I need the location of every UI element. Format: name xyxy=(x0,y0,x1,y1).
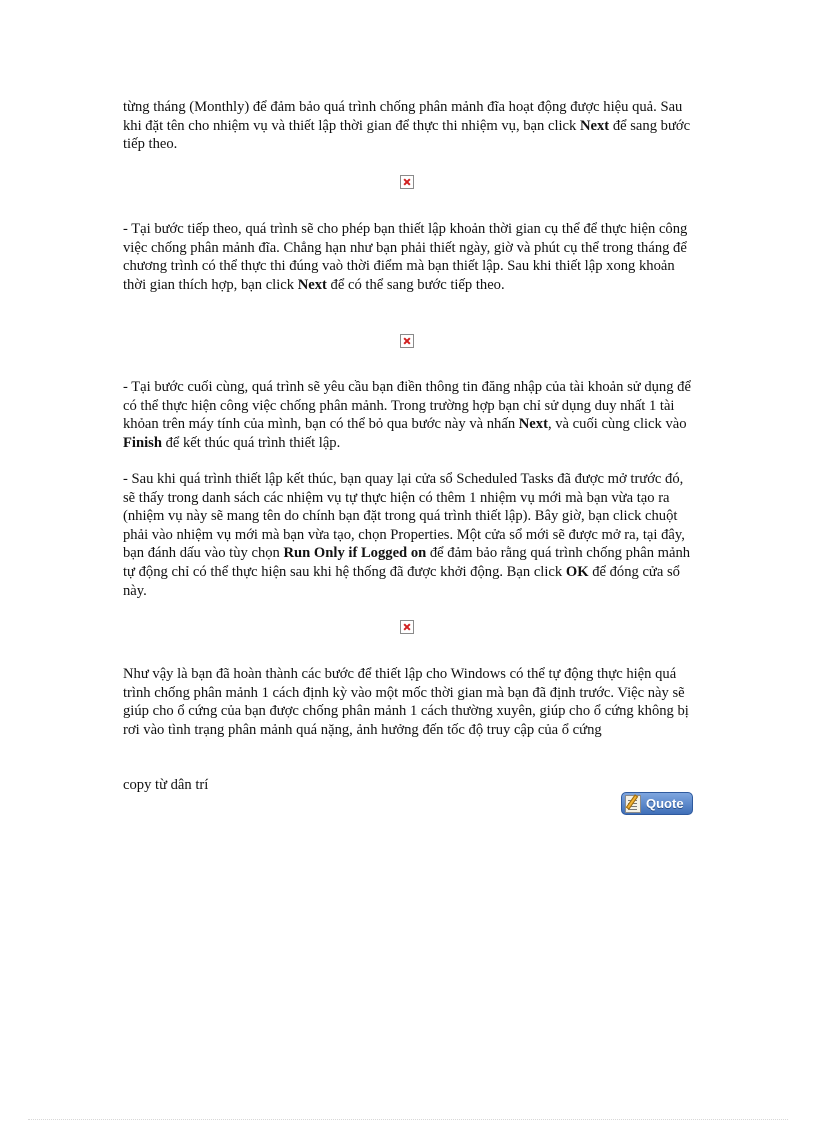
broken-image-icon xyxy=(400,620,414,634)
text-run: , và cuối cùng click vào xyxy=(547,416,687,433)
text-run: để đóng cửa sổ này. xyxy=(123,563,680,599)
bold-text: Next xyxy=(579,117,610,134)
text-run: - Tại bước cuối cùng, quá trình sẽ yêu cầu bạn điền thông tin đăng nhập của tài khoản sử dụng để có thể thực hiện công việc chống phân mảnh. Trong trường hợp bạn chỉ sử dụng duy nhất 1 tài khỏan trên máy tính của mình, bạn có thể bỏ qua bước này và nhấn xyxy=(123,379,691,433)
broken-image-icon xyxy=(400,334,414,348)
text-run: từng tháng (Monthly) để đảm bảo quá trình chống phân mảnh đĩa hoạt động được hiệu quả. Sau khi đặt tên cho nhiệm vụ và thiết lập thời gian để thực thi nhiệm vụ, bạn click xyxy=(123,99,683,134)
quote-button[interactable] xyxy=(621,792,693,815)
text-run: để sang bước tiếp theo. xyxy=(123,117,691,153)
text-run: để kết thúc quá trình thiết lập. xyxy=(161,434,341,451)
bold-text: Finish xyxy=(123,434,162,451)
quote-button-label: Quote xyxy=(646,796,684,811)
paragraph-4 xyxy=(123,470,695,600)
paragraph-2 xyxy=(123,220,695,294)
bold-text: OK xyxy=(565,563,589,580)
source-note xyxy=(123,776,695,795)
paragraph-1 xyxy=(123,98,695,154)
text-run: để đảm bảo rằng quá trình chống phân mảnh tự động chỉ có thể thực hiện sau khi hệ thống đã được khởi động. Bạn click xyxy=(123,545,691,580)
bold-text: Next xyxy=(518,416,548,433)
bold-text: Next xyxy=(297,276,327,293)
text-run: - Sau khi quá trình thiết lập kết thúc, bạn quay lại cửa sổ Scheduled Tasks đã được mở trước đó, sẽ thấy trong danh sách các nhiệm vụ tự thực hiện có thêm 1 nhiệm vụ mới mà bạn vừa tạo ra (nhiệm vụ này sẽ mang tên do chính bạn đặt trong quá trình thiết lập). Bây giờ, bạn click chuột phải vào nhiệm vụ mới mà bạn vừa tạo, chọn Properties. Một cửa sổ mới sẽ được mở ra, tại đây, bạn đánh dấu vào tùy chọn xyxy=(123,471,685,562)
paragraph-3 xyxy=(123,378,695,452)
bold-text: Run Only if Logged on xyxy=(283,545,427,562)
page-divider xyxy=(28,1119,788,1120)
paragraph-5 xyxy=(123,665,695,739)
text-run: Như vậy là bạn đã hoàn thành các bước để thiết lập cho Windows có thể tự động thực hiện quá trình chống phân mảnh 1 cách định kỳ vào một mốc thời gian mà bạn đã định trước. Việc này sẽ giúp cho ổ cứng của bạn được chống phân mảnh 1 cách thường xuyên, giúp cho ổ cứng không bị rơi vào tình trạng phân mảnh quá nặng, ảnh hưởng đến tốc độ truy cập của ổ cứng xyxy=(123,666,689,738)
broken-image-icon xyxy=(400,175,414,189)
text-run: copy từ dân trí xyxy=(123,777,209,793)
text-run: để có thể sang bước tiếp theo. xyxy=(326,276,505,293)
text-run: - Tại bước tiếp theo, quá trình sẽ cho phép bạn thiết lập khoản thời gian cụ thể để thực hiện công việc chống phân mảnh đĩa. Chẳng hạn như bạn phải thiết ngày, giờ và phút cụ thể trong tháng để chương trình có thể thực thi đúng vaò thời điểm mà bạn thiết lập. Sau khi thiết lập xong khoản thời gian thích hợp, bạn click xyxy=(123,221,688,293)
